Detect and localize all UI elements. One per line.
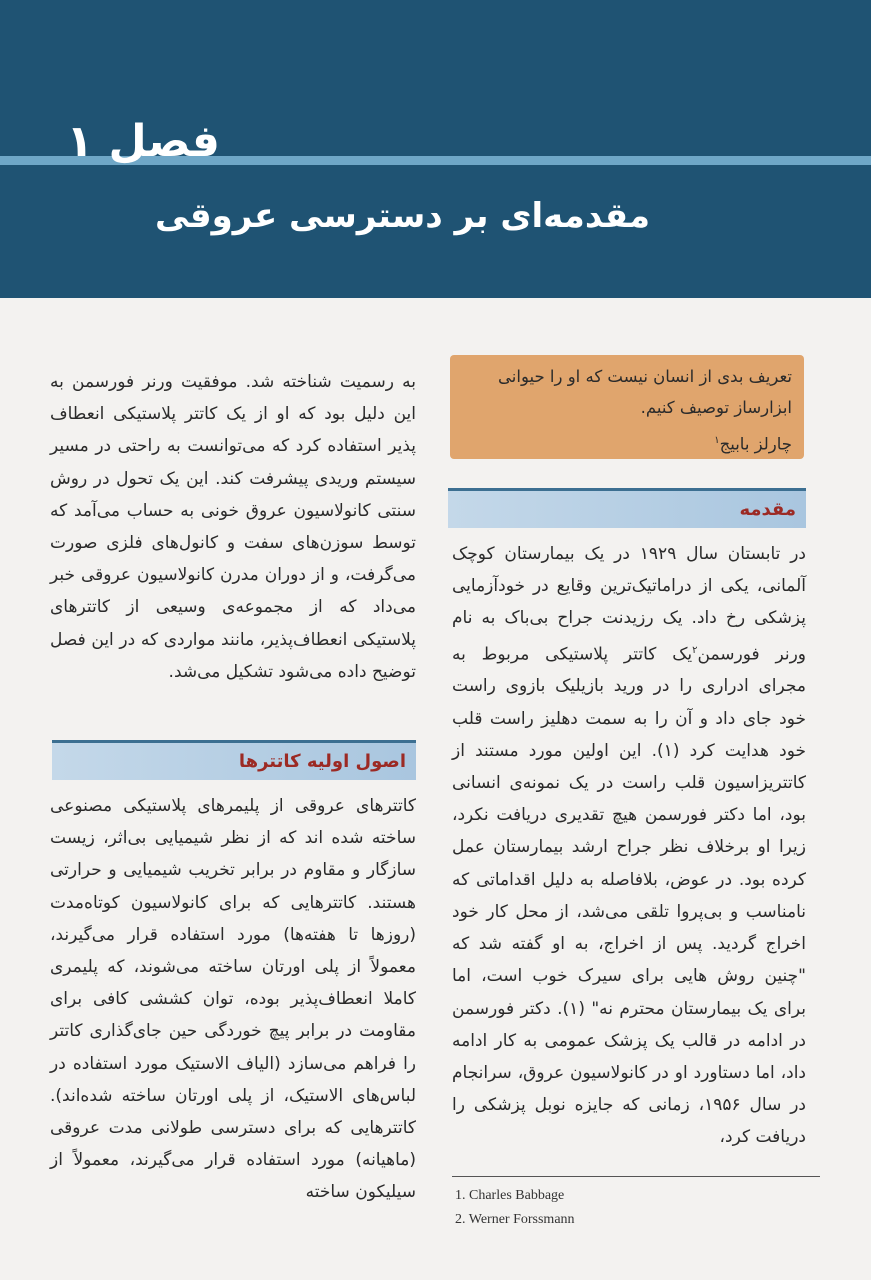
right-paragraph-part-2: یک کاتتر پلاستیکی مربوط به مجرای ادراری را در ورید بازیلیک بازوی راست خود جای داد و آن را به سمت دهلیز راست قلب خود هدایت کرد (۱). این اولین مورد مستند از کاتتریزاسیون قلب راست در یک نمونه‌ی انسانی بود، اما دکتر فورسمن هیچ تقدیری دریافت نکرد، زیرا او برخلاف نظر جراح ارشد بیمارستان عمل کرده بود. در عوض، بلافاصله به دلیل اقداماتی که نامناسب و بی‌پروا تلقی می‌شد، از محل کار خود اخراج گردید. پس از اخراج، به او گفته شد که "چنین روش هایی برای سیرک خوب است، اما برای یک بیمارستان محترم نه" (۱). دکتر فورسمن در ادامه در قالب یک پزشک عمومی به کار ادامه داد، اما دستاورد او در کانولاسیون عروق، سرانجام در سال ۱۹۵۶، زمانی که جایزه نوبل پزشکی را دریافت کرد، — [452, 644, 806, 1148]
quote-author-name: چارلز بابیج — [719, 434, 792, 454]
right-paragraph — [452, 538, 806, 1154]
epigraph-quote-box — [450, 355, 804, 459]
chapter-number: فصل ۱ — [66, 116, 220, 167]
right-column — [452, 538, 806, 1154]
chapter-title: مقدمه‌ای بر دسترسی عروقی — [155, 196, 650, 236]
left-column — [50, 366, 416, 688]
section-heading-introduction: مقدمه — [448, 488, 806, 528]
left-column-lower — [50, 790, 416, 1209]
footnote-ref-2: ۲ — [692, 644, 698, 656]
quote-author-footnote-ref: ۱ — [714, 435, 720, 446]
right-paragraph-part-1: در تابستان سال ۱۹۲۹ در یک بیمارستان کوچک آلمانی، یکی از دراماتیک‌ترین وقایع در خودآزمایی پزشکی رخ داد. یک رزیدنت جراح بی‌باک به نام ورنر فورسمن — [452, 544, 806, 665]
left-paragraph-2: کاتترهای عروقی از پلیمرهای پلاستیکی مصنوعی ساخته شده اند که از نظر شیمیایی بی‌اثر، زیست سازگار و مقاوم در برابر تخریب شیمیایی و حرارتی هستند. کاتترهایی که برای کانولاسیون کوتاه‌مدت (روزها تا هفته‌ها) مورد استفاده قرار می‌گیرند، معمولاً از پلی اورتان ساخته می‌شوند، که پلیمری کاملا انعطاف‌پذیر بوده، توان کششی کافی برای مقاومت در برابر پیچ خوردگی حین جای‌گذاری کاتتر را فراهم می‌سازد (الیاف الاستیک مورد استفاده در لباس‌های الاستیک، از پلی اورتان ساخته شده‌اند). کاتترهایی که برای دسترسی طولانی مدت عروقی (ماهیانه) مورد استفاده قرار می‌گیرند، معمولاً از سیلیکون ساخته — [50, 796, 416, 1203]
chapter-header — [0, 0, 871, 298]
quote-author — [462, 425, 792, 460]
footnotes — [455, 1184, 815, 1232]
footnote-divider — [452, 1176, 820, 1177]
footnote-1: 1. Charles Babbage — [455, 1188, 565, 1203]
footnote-2: 2. Werner Forssmann — [455, 1212, 575, 1227]
section-heading-catheter-basics: اصول اولیه کاتترها — [52, 740, 416, 780]
quote-text: تعریف بدی از انسان نیست که او را حیوانی ابزارساز توصیف کنیم. — [498, 367, 792, 417]
left-paragraph-1: به رسمیت شناخته شد. موفقیت ورنر فورسمن به این دلیل بود که او از یک کاتتر پلاستیکی انعطاف پذیر استفاده کرد که می‌توانست به راحتی در مسیر سیستم وریدی پیشرفت کند. این یک تحول در روش سنتی کانولاسیون عروق خونی به حساب می‌آمد که توسط سوزن‌های سفت و کانول‌های فلزی صورت می‌گرفت، و از دوران مدرن کانولاسیون عروقی خبر می‌داد که از مجموعه‌ی وسیعی از کاتترهای پلاستیکی انعطاف‌پذیر، مانند مواردی که در این فصل توضیح داده می‌شود تشکیل می‌شد. — [50, 372, 416, 682]
